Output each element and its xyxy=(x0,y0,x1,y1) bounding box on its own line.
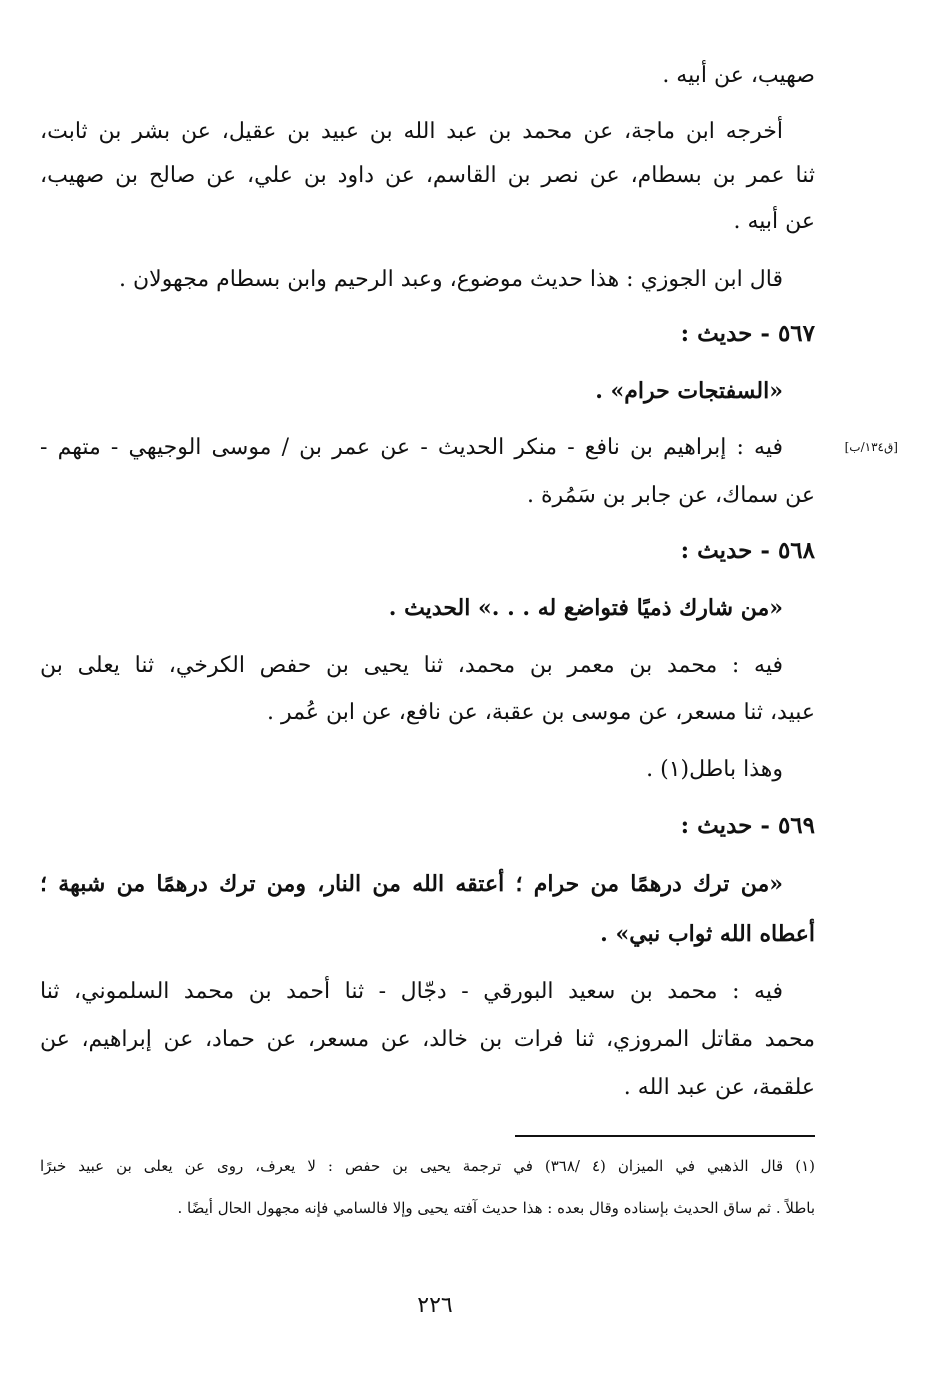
text-line-13: عبيد، ثنا مسعر، عن موسى بن عقبة، عن نافع، عن ابن عُمر . xyxy=(266,700,815,725)
hadith-text-569-line-2: أعطاه الله ثواب نبي» . xyxy=(600,921,815,947)
page-number: ٢٢٦ xyxy=(417,1293,453,1318)
manuscript-folio-note: [ق١٣٤/ب] xyxy=(844,440,898,454)
text-line-19: محمد مقاتل المروزي، ثنا فرات بن خالد، عن مسعر، عن حماد، عن إبراهيم، عن xyxy=(40,1027,815,1052)
text-line-4: عن أبيه . xyxy=(733,209,815,234)
hadith-heading-568: ٥٦٨ - حديث : xyxy=(680,537,815,564)
text-line-2: أخرجه ابن ماجة، عن محمد بن عبد الله بن عبيد بن عقيل، عن بشر بن ثابت، xyxy=(40,119,783,144)
text-line-14: وهذا باطل(١) . xyxy=(646,757,783,782)
page-body xyxy=(40,0,815,1384)
hadith-text-567: «السفتجات حرام» . xyxy=(595,378,783,404)
text-line-5: قال ابن الجوزي : هذا حديث موضوع، وعبد الرحيم وابن بسطام مجهولان . xyxy=(119,267,783,292)
hadith-heading-567: ٥٦٧ - حديث : xyxy=(680,320,815,347)
text-line-1: صهيب، عن أبيه . xyxy=(662,63,815,88)
text-line-9: عن سماك، عن جابر بن سَمُرة . xyxy=(526,483,815,508)
footnote-line-1: (١) قال الذهبي في الميزان (٤ /٣٦٨) في ترجمة يحيى بن حفص : لا يعرف، روى عن يعلى بن عبيد خبرًا xyxy=(40,1157,815,1175)
hadith-text-568: «من شارك ذميًا فتواضع له . . .» الحديث . xyxy=(388,595,783,621)
hadith-heading-569: ٥٦٩ - حديث : xyxy=(680,812,815,839)
hadith-text-569-line-1: «من ترك درهمًا من حرام ؛ أعتقه الله من النار، ومن ترك درهمًا من شبهة ؛ xyxy=(40,871,783,897)
footnote-line-2: باطلاً . ثم ساق الحديث بإسناده وقال بعده : هذا حديث آفته يحيى وإلا فالسامي فإنه مجهول الحال أيضًا . xyxy=(177,1199,815,1217)
text-line-20: علقمة، عن عبد الله . xyxy=(623,1075,815,1100)
text-line-8: فيه : إبراهيم بن نافع - منكر الحديث - عن عمر بن / موسى الوجيهي - متهم - xyxy=(40,435,783,460)
text-line-18: فيه : محمد بن سعيد البورقي - دجّال - ثنا أحمد بن محمد السلموني، ثنا xyxy=(40,979,783,1004)
footnote-separator xyxy=(515,1135,815,1137)
text-line-12: فيه : محمد بن معمر بن محمد، ثنا يحيى بن حفص الكرخي، ثنا يعلى بن xyxy=(40,653,783,678)
text-line-3: ثنا عمر بن بسطام، عن نصر بن القاسم، عن داود بن علي، عن صالح بن صهيب، xyxy=(40,163,815,188)
